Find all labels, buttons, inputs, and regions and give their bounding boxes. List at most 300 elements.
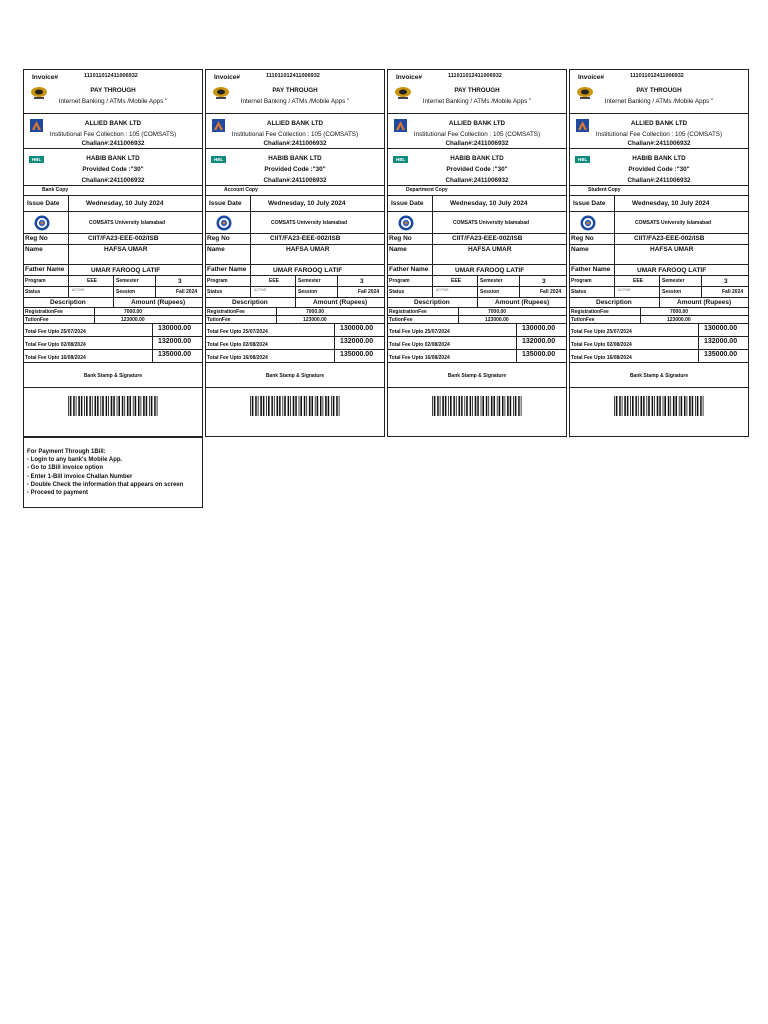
program-value: EEE [87, 278, 98, 284]
barcode-bar [154, 396, 156, 416]
status-label: Status [389, 289, 405, 295]
description-header: Description [50, 299, 86, 306]
allied-collection-code: Institutional Fee Collection : 105 (COMSATS) [231, 131, 359, 138]
barcode-bar [619, 396, 621, 416]
challan-number: Challan#:2411006932 [445, 177, 509, 184]
university-name: COMSATS University Islamabad [635, 220, 712, 226]
total-fee-label: Total Fee Upto 16/08/2024 [25, 355, 86, 361]
session-label: Session [662, 289, 682, 295]
total-fee-label: Total Fee Upto 25/07/2024 [25, 329, 86, 335]
invoice-label: Invoice# [32, 74, 59, 81]
issue-date-value: Wednesday, 10 July 2024 [450, 200, 528, 207]
barcode-icon [614, 396, 706, 416]
barcode-bar [252, 396, 254, 416]
amount-header: Amount (Rupees) [131, 299, 186, 306]
amount-header: Amount (Rupees) [495, 299, 550, 306]
fee-label: TutionFee [25, 317, 49, 323]
barcode-bar [673, 396, 675, 416]
barcode-bar [652, 396, 654, 416]
father-name-label: Father Name [207, 266, 247, 273]
fee-amount: 7000.00 [670, 309, 689, 315]
program-label: Program [389, 278, 410, 284]
father-name-value: UMAR FAROOQ LATIF [273, 267, 343, 274]
challan-number: Challan#:2411006932 [627, 177, 691, 184]
barcode-bar [507, 396, 509, 416]
bank-stamp-signature: Bank Stamp & Signature [265, 373, 325, 379]
barcode-bar [627, 396, 629, 416]
instruction-line: - Proceed to payment [27, 490, 89, 497]
total-fee-label: Total Fee Upto 25/07/2024 [571, 329, 632, 335]
barcode-bar [497, 396, 498, 416]
barcode-bar [277, 396, 279, 416]
name-label: Name [207, 246, 225, 253]
reg-no-label: Reg No [571, 235, 594, 242]
barcode-bar [466, 396, 468, 416]
status-value: ACTIVE [254, 288, 267, 292]
student-name: HAFSA UMAR [650, 246, 694, 253]
barcode-icon [68, 396, 160, 416]
university-name: COMSATS University Islamabad [453, 220, 530, 226]
invoice-number: 111011012411006932 [84, 73, 138, 79]
semester-label: Semester [662, 278, 685, 284]
program-value: EEE [269, 278, 280, 284]
barcode-bar [143, 396, 145, 416]
instruction-line: For Payment Through 1Bill: [27, 449, 106, 455]
barcode-bar [151, 396, 153, 416]
issue-date-value: Wednesday, 10 July 2024 [268, 200, 346, 207]
total-fee-amount: 135000.00 [522, 351, 556, 358]
barcode-bar [263, 396, 265, 416]
status-value: ACTIVE [618, 288, 631, 292]
barcode-bar [266, 396, 267, 416]
barcode-bar [505, 396, 506, 416]
barcode-bar [450, 396, 452, 416]
barcode-bar [470, 396, 472, 416]
invoice-label: Invoice# [578, 74, 605, 81]
habib-bank-logo-icon: HBL [211, 156, 226, 163]
barcode-bar [300, 396, 302, 416]
barcode-bar [124, 396, 125, 416]
barcode-bar [475, 396, 477, 416]
total-fee-label: Total Fee Upto 02/08/2024 [571, 342, 632, 348]
fee-label: RegistrationFee [571, 309, 609, 315]
invoice-number: 111011012411006932 [266, 73, 320, 79]
pay-through-title: PAY THROUGH [454, 87, 500, 94]
barcode-bar [68, 396, 69, 416]
total-fee-amount: 135000.00 [704, 351, 738, 358]
barcode-icon [250, 396, 342, 416]
fee-label: TutionFee [207, 317, 231, 323]
barcode-bar [78, 396, 80, 416]
barcode-bar [641, 396, 643, 416]
pay-methods: Internet Banking / ATMs /Mobile Apps " [58, 98, 168, 105]
habib-bank-logo-icon: HBL [393, 156, 408, 163]
barcode-bar [494, 396, 496, 416]
barcode-bar [84, 396, 85, 416]
total-fee-amount: 132000.00 [704, 338, 738, 345]
barcode-bar [482, 396, 484, 416]
barcode-bar [299, 396, 300, 416]
comsats-logo-icon [580, 215, 596, 233]
challan-number: Challan#:2411006932 [445, 140, 509, 147]
fee-label: RegistrationFee [25, 309, 63, 315]
status-value: ACTIVE [436, 288, 449, 292]
barcode-bar [95, 396, 97, 416]
barcode-bar [456, 396, 457, 416]
challan-copy [387, 69, 567, 437]
barcode-bar [293, 396, 295, 416]
barcode-bar [434, 396, 436, 416]
pay-methods: Internet Banking / ATMs /Mobile Apps " [422, 98, 532, 105]
issue-date-label: Issue Date [27, 200, 60, 207]
barcode-bar [315, 396, 316, 416]
barcode-bar [664, 396, 666, 416]
challan-number: Challan#:2411006932 [263, 140, 327, 147]
father-name-value: UMAR FAROOQ LATIF [637, 267, 707, 274]
session-value: Fall 2024 [358, 289, 380, 295]
challan-number: Challan#:2411006932 [627, 140, 691, 147]
instruction-line: - Enter 1-Bill invoice Challan Number [27, 473, 133, 480]
session-label: Session [298, 289, 318, 295]
total-fee-label: Total Fee Upto 02/08/2024 [25, 342, 86, 348]
program-label: Program [571, 278, 592, 284]
barcode-bar [684, 396, 686, 416]
pay-through-title: PAY THROUGH [90, 87, 136, 94]
program-label: Program [207, 278, 228, 284]
instruction-line: - Login to any bank's Mobile App. [27, 457, 123, 464]
barcode-bar [138, 396, 140, 416]
barcode-bar [513, 396, 514, 416]
pay-methods: Internet Banking / ATMs /Mobile Apps " [240, 98, 350, 105]
barcode-bar [317, 396, 319, 416]
semester-value: 3 [360, 278, 364, 285]
father-name-value: UMAR FAROOQ LATIF [455, 267, 525, 274]
barcode-bar [127, 396, 129, 416]
barcode-bar [481, 396, 482, 416]
barcode-bar [472, 396, 473, 416]
barcode-bar [268, 396, 270, 416]
fee-label: TutionFee [389, 317, 413, 323]
issue-date-value: Wednesday, 10 July 2024 [86, 200, 164, 207]
student-name: HAFSA UMAR [104, 246, 148, 253]
barcode-bar [274, 396, 275, 416]
semester-label: Semester [298, 278, 321, 284]
session-value: Fall 2024 [722, 289, 744, 295]
barcode-bar [437, 396, 439, 416]
barcode-icon [432, 396, 524, 416]
challan-copy [569, 69, 749, 437]
barcode-bar [461, 396, 463, 416]
barcode-bar [102, 396, 104, 416]
barcode-bar [614, 396, 615, 416]
invoice-number: 111011012411006932 [448, 73, 502, 79]
session-label: Session [480, 289, 500, 295]
barcode-bar [258, 396, 259, 416]
habib-provided-code: Provided Code :"30" [82, 166, 144, 173]
barcode-bar [635, 396, 637, 416]
allied-collection-code: Institutional Fee Collection : 105 (COMSATS) [413, 131, 541, 138]
fee-amount: 7000.00 [488, 309, 507, 315]
barcode-bar [700, 396, 702, 416]
description-header: Description [596, 299, 632, 306]
barcode-bar [432, 396, 433, 416]
semester-value: 3 [178, 278, 182, 285]
total-fee-amount: 130000.00 [704, 325, 738, 332]
program-value: EEE [451, 278, 462, 284]
total-fee-label: Total Fee Upto 02/08/2024 [207, 342, 268, 348]
bank-stamp-signature: Bank Stamp & Signature [629, 373, 689, 379]
habib-provided-code: Provided Code :"30" [264, 166, 326, 173]
barcode-bar [459, 396, 461, 416]
barcode-bar [333, 396, 335, 416]
status-label: Status [25, 289, 41, 295]
barcode-bar [339, 396, 340, 416]
barcode-bar [491, 396, 493, 416]
barcode-bar [304, 396, 306, 416]
bank-stamp-signature: Bank Stamp & Signature [83, 373, 143, 379]
comsats-logo-icon [216, 215, 232, 233]
total-fee-amount: 135000.00 [340, 351, 374, 358]
barcode-bar [306, 396, 307, 416]
father-name-label: Father Name [571, 266, 611, 273]
reg-no-value: CIIT/FA23-EEE-002/ISB [270, 235, 341, 242]
total-fee-amount: 132000.00 [158, 338, 192, 345]
barcode-bar [440, 396, 441, 416]
reg-no-value: CIIT/FA23-EEE-002/ISB [88, 235, 159, 242]
barcode-bar [97, 396, 99, 416]
barcode-bar [118, 396, 120, 416]
reg-no-label: Reg No [389, 235, 412, 242]
total-fee-label: Total Fee Upto 25/07/2024 [389, 329, 450, 335]
barcode-bar [679, 396, 680, 416]
barcode-bar [320, 396, 322, 416]
semester-value: 3 [724, 278, 728, 285]
fee-amount: 123000.00 [121, 317, 145, 323]
university-name: COMSATS University Islamabad [271, 220, 348, 226]
barcode-bar [331, 396, 332, 416]
fee-amount: 123000.00 [485, 317, 509, 323]
name-label: Name [25, 246, 43, 253]
barcode-bar [442, 396, 444, 416]
copy-label: Student Copy [588, 187, 621, 193]
status-value: ACTIVE [72, 288, 85, 292]
fee-amount: 7000.00 [124, 309, 143, 315]
barcode-bar [250, 396, 251, 416]
barcode-bar [499, 396, 501, 416]
barcode-bar [453, 396, 455, 416]
barcode-bar [659, 396, 661, 416]
pay-through-title: PAY THROUGH [636, 87, 682, 94]
student-name: HAFSA UMAR [286, 246, 330, 253]
barcode-bar [146, 396, 148, 416]
barcode-bar [695, 396, 696, 416]
barcode-bar [323, 396, 324, 416]
habib-bank-name: HABIB BANK LTD [268, 155, 322, 162]
total-fee-amount: 130000.00 [158, 325, 192, 332]
barcode-bar [135, 396, 137, 416]
barcode-bar [73, 396, 75, 416]
challan-number: Challan#:2411006932 [263, 177, 327, 184]
copy-label: Account Copy [224, 187, 258, 193]
habib-provided-code: Provided Code :"30" [628, 166, 690, 173]
issue-date-value: Wednesday, 10 July 2024 [632, 200, 710, 207]
barcode-bar [279, 396, 281, 416]
barcode-bar [70, 396, 72, 416]
barcode-bar [654, 396, 655, 416]
barcode-bar [133, 396, 134, 416]
barcode-bar [448, 396, 449, 416]
barcode-bar [657, 396, 659, 416]
total-fee-amount: 130000.00 [340, 325, 374, 332]
copy-label: Department Copy [406, 187, 448, 193]
barcode-bar [81, 396, 83, 416]
total-fee-amount: 130000.00 [522, 325, 556, 332]
name-label: Name [571, 246, 589, 253]
barcode-bar [624, 396, 626, 416]
allied-bank-name: ALLIED BANK LTD [84, 120, 142, 127]
barcode-bar [282, 396, 283, 416]
habib-bank-logo-icon: HBL [575, 156, 590, 163]
challan-number: Challan#:2411006932 [81, 140, 145, 147]
barcode-bar [288, 396, 290, 416]
total-fee-amount: 132000.00 [522, 338, 556, 345]
father-name-value: UMAR FAROOQ LATIF [91, 267, 161, 274]
copy-label: Bank Copy [42, 187, 69, 193]
barcode-bar [689, 396, 691, 416]
barcode-bar [149, 396, 150, 416]
semester-value: 3 [542, 278, 546, 285]
amount-header: Amount (Rupees) [677, 299, 732, 306]
challan-number: Challan#:2411006932 [81, 177, 145, 184]
barcode-bar [290, 396, 291, 416]
barcode-bar [646, 396, 647, 416]
allied-bank-name: ALLIED BANK LTD [266, 120, 324, 127]
comsats-logo-icon [34, 215, 50, 233]
challan-copy [23, 69, 203, 437]
total-fee-label: Total Fee Upto 16/08/2024 [571, 355, 632, 361]
barcode-bar [477, 396, 479, 416]
semester-label: Semester [480, 278, 503, 284]
session-value: Fall 2024 [540, 289, 562, 295]
barcode-bar [86, 396, 88, 416]
pay-methods: Internet Banking / ATMs /Mobile Apps " [604, 98, 714, 105]
barcode-bar [521, 396, 522, 416]
barcode-bar [445, 396, 447, 416]
fee-label: RegistrationFee [389, 309, 427, 315]
barcode-bar [616, 396, 618, 416]
comsats-logo-icon [398, 215, 414, 233]
reg-no-label: Reg No [25, 235, 48, 242]
barcode-bar [106, 396, 108, 416]
habib-bank-name: HABIB BANK LTD [632, 155, 686, 162]
barcode-bar [141, 396, 142, 416]
program-label: Program [25, 278, 46, 284]
father-name-label: Father Name [389, 266, 429, 273]
barcode-bar [518, 396, 520, 416]
barcode-bar [697, 396, 699, 416]
barcode-bar [108, 396, 109, 416]
pay-through-title: PAY THROUGH [272, 87, 318, 94]
barcode-bar [117, 396, 118, 416]
reg-no-value: CIIT/FA23-EEE-002/ISB [452, 235, 523, 242]
allied-collection-code: Institutional Fee Collection : 105 (COMSATS) [595, 131, 723, 138]
barcode-bar [632, 396, 634, 416]
student-name: HAFSA UMAR [468, 246, 512, 253]
status-label: Status [207, 289, 223, 295]
instruction-line: - Go to 1Bill invoice option [27, 465, 103, 472]
semester-label: Semester [116, 278, 139, 284]
habib-provided-code: Provided Code :"30" [446, 166, 508, 173]
barcode-bar [113, 396, 115, 416]
fee-label: TutionFee [571, 317, 595, 323]
challan-copy [205, 69, 385, 437]
barcode-bar [622, 396, 623, 416]
habib-bank-logo-icon: HBL [29, 156, 44, 163]
status-label: Status [571, 289, 587, 295]
barcode-bar [692, 396, 694, 416]
reg-no-value: CIIT/FA23-EEE-002/ISB [634, 235, 705, 242]
barcode-bar [312, 396, 314, 416]
barcode-bar [157, 396, 158, 416]
barcode-bar [515, 396, 517, 416]
barcode-bar [663, 396, 664, 416]
barcode-bar [89, 396, 91, 416]
barcode-bar [122, 396, 124, 416]
barcode-bar [464, 396, 465, 416]
barcode-bar [309, 396, 311, 416]
amount-header: Amount (Rupees) [313, 299, 368, 306]
barcode-bar [638, 396, 639, 416]
allied-bank-name: ALLIED BANK LTD [448, 120, 506, 127]
habib-bank-name: HABIB BANK LTD [86, 155, 140, 162]
payment-instructions [23, 437, 203, 508]
barcode-bar [284, 396, 286, 416]
program-value: EEE [633, 278, 644, 284]
description-header: Description [414, 299, 450, 306]
barcode-bar [325, 396, 327, 416]
fee-amount: 123000.00 [667, 317, 691, 323]
reg-no-label: Reg No [207, 235, 230, 242]
description-header: Description [232, 299, 268, 306]
fee-amount: 123000.00 [303, 317, 327, 323]
allied-bank-name: ALLIED BANK LTD [630, 120, 688, 127]
fee-amount: 7000.00 [306, 309, 325, 315]
barcode-bar [687, 396, 688, 416]
barcode-bar [703, 396, 704, 416]
barcode-bar [681, 396, 683, 416]
barcode-bar [336, 396, 338, 416]
university-name: COMSATS University Islamabad [89, 220, 166, 226]
barcode-bar [502, 396, 504, 416]
total-fee-amount: 135000.00 [158, 351, 192, 358]
barcode-bar [100, 396, 101, 416]
session-value: Fall 2024 [176, 289, 198, 295]
barcode-bar [488, 396, 489, 416]
barcode-bar [92, 396, 93, 416]
barcode-bar [643, 396, 645, 416]
allied-collection-code: Institutional Fee Collection : 105 (COMSATS) [49, 131, 177, 138]
barcode-bar [111, 396, 113, 416]
barcode-bar [76, 396, 77, 416]
barcode-bar [130, 396, 132, 416]
barcode-bar [260, 396, 262, 416]
barcode-bar [648, 396, 650, 416]
barcode-bar [486, 396, 488, 416]
name-label: Name [389, 246, 407, 253]
barcode-bar [328, 396, 330, 416]
habib-bank-name: HABIB BANK LTD [450, 155, 504, 162]
barcode-bar [255, 396, 257, 416]
